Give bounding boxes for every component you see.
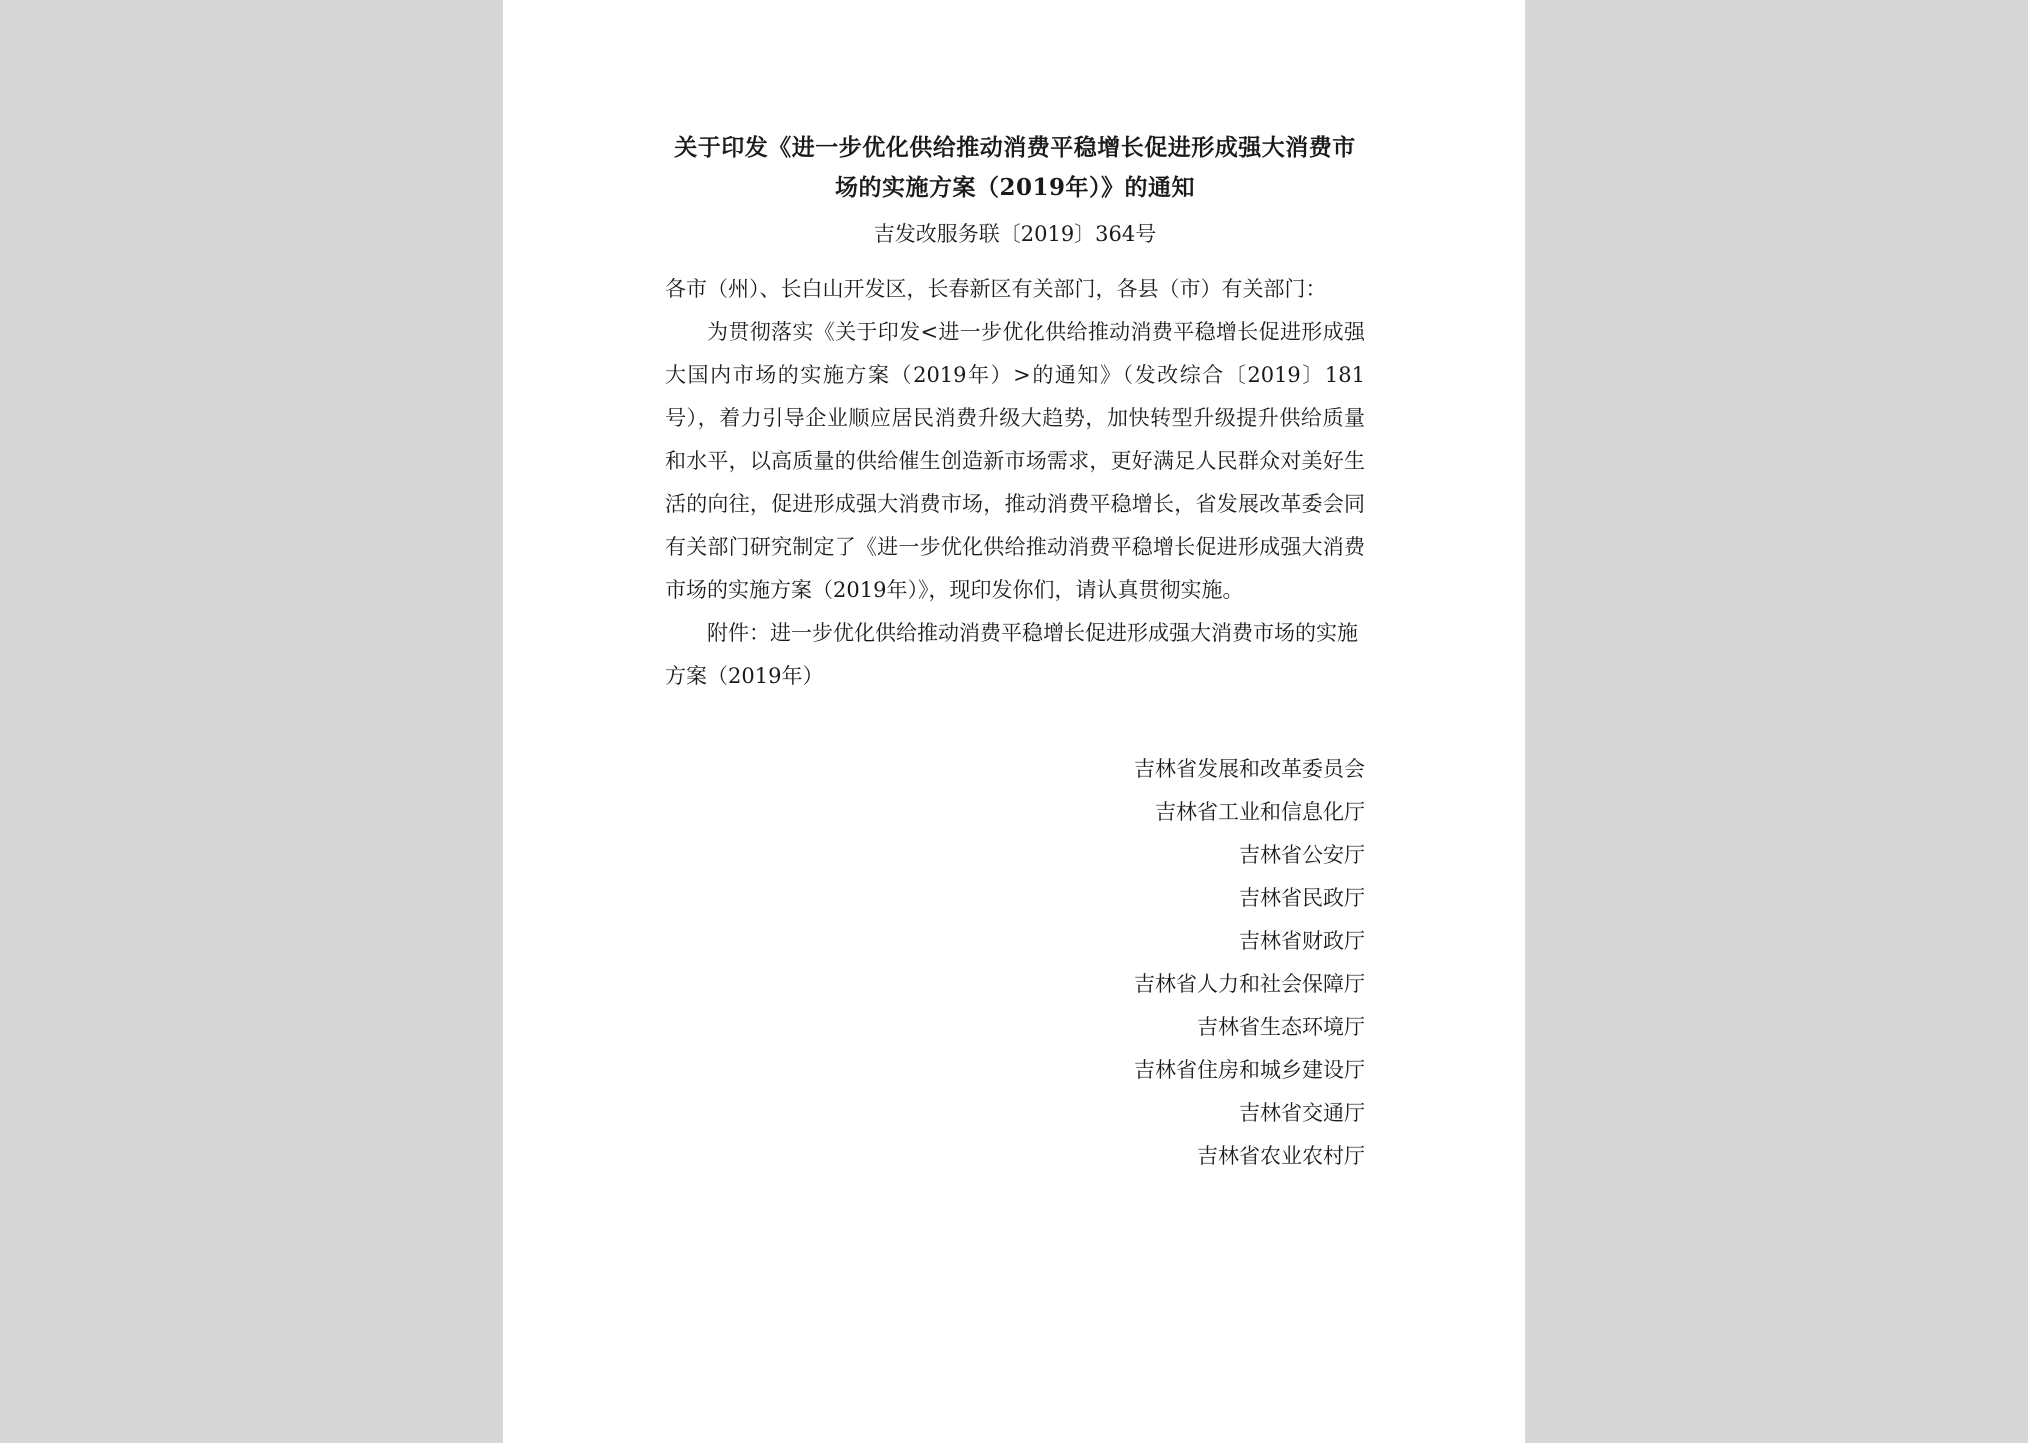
signatory-6: 吉林省人力和社会保障厅	[1134, 972, 1365, 996]
signatory-3: 吉林省公安厅	[1239, 843, 1365, 867]
signatory-2: 吉林省工业和信息化厅	[1155, 800, 1365, 824]
document-page	[503, 0, 1525, 1443]
body-paragraph: 为贯彻落实《关于印发<进一步优化供给推动消费平稳增长促进形成强大国内市场的实施方案（2019年）>的通知》（发改综合〔2019〕181号），着力引导企业顺应居民消费升级大趋势，加快转型升级提升供给质量和水平，以高质量的供给催生创造新市场需求，更好满足人民群众对美好生活的向往，促进形成强大消费市场，推动消费平稳增长，省发展改革委会同有关部门研究制定了《进一步优化供给推动消费平稳增长促进形成强大消费市场的实施方案（2019年）》，现印发你们，请认真贯彻实施。	[665, 320, 1365, 602]
addressee: 各市（州）、长白山开发区，长春新区有关部门，各县（市）有关部门：	[665, 277, 1327, 301]
signatory-5: 吉林省财政厅	[1239, 929, 1365, 953]
document-title: 关于印发《进一步优化供给推动消费平稳增长促进形成强大消费市场的实施方案（2019年）》的通知	[674, 134, 1356, 201]
document-content	[665, 128, 1365, 1178]
attachment-line: 附件：进一步优化供给推动消费平稳增长促进形成强大消费市场的实施方案（2019年）	[665, 621, 1358, 688]
signatory-list	[665, 748, 1365, 1178]
signatory-1: 吉林省发展和改革委员会	[1134, 757, 1365, 781]
signatory-9: 吉林省交通厅	[1239, 1101, 1365, 1125]
signatory-8: 吉林省住房和城乡建设厅	[1134, 1058, 1365, 1082]
signatory-7: 吉林省生态环境厅	[1197, 1015, 1365, 1039]
signatory-4: 吉林省民政厅	[1239, 886, 1365, 910]
signatory-10: 吉林省农业农村厅	[1197, 1144, 1365, 1168]
document-number: 吉发改服务联〔2019〕364号	[873, 222, 1157, 246]
